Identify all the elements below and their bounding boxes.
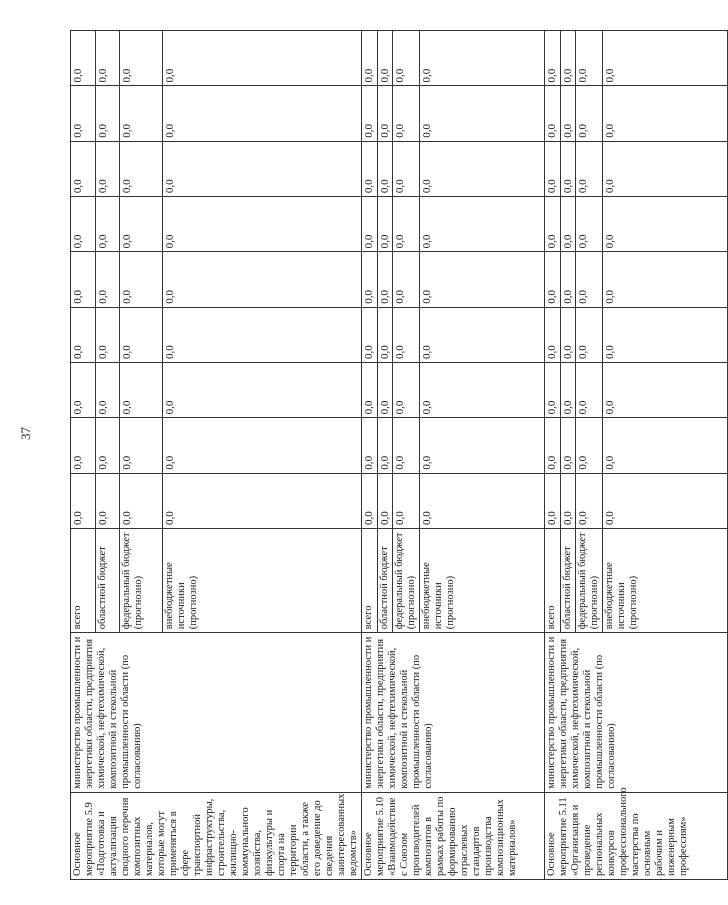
amount-cell: 0,0 bbox=[560, 31, 576, 86]
amount-cell: 0,0 bbox=[120, 363, 163, 418]
amount-cell: 0,0 bbox=[362, 86, 378, 141]
amount-cell: 0,0 bbox=[95, 141, 120, 196]
amount-cell: 0,0 bbox=[576, 252, 603, 307]
amount-cell: 0,0 bbox=[420, 141, 545, 196]
funding-source: внебюджетные источники (прогнозно) bbox=[603, 528, 728, 632]
amount-cell: 0,0 bbox=[163, 363, 362, 418]
table-row bbox=[545, 31, 561, 880]
activity-name: Основное мероприятие 5.10 «Взаимодействие с Союзом производителей композитов в рамках работы по формированию отраслевых стандартов производства композиционных материалов» bbox=[362, 792, 545, 879]
amount-cell: 0,0 bbox=[420, 31, 545, 86]
rotated-table-wrapper bbox=[70, 30, 689, 880]
amount-cell: 0,0 bbox=[120, 418, 163, 473]
amount-cell: 0,0 bbox=[163, 141, 362, 196]
amount-cell: 0,0 bbox=[603, 197, 728, 252]
amount-cell: 0,0 bbox=[71, 307, 96, 362]
amount-cell: 0,0 bbox=[377, 473, 393, 528]
funding-source: всего bbox=[71, 528, 96, 632]
amount-cell: 0,0 bbox=[393, 31, 420, 86]
executor: министерство промышленности и энергетики области, предприятия химической, нефтехимической, композитной и стекольной промышленности области (по согласованию) bbox=[362, 633, 545, 793]
amount-cell: 0,0 bbox=[576, 307, 603, 362]
amount-cell: 0,0 bbox=[71, 31, 96, 86]
amount-cell: 0,0 bbox=[377, 197, 393, 252]
amount-cell: 0,0 bbox=[95, 307, 120, 362]
amount-cell: 0,0 bbox=[560, 141, 576, 196]
amount-cell: 0,0 bbox=[120, 252, 163, 307]
funding-source: областной бюджет bbox=[95, 528, 120, 632]
funding-source: всего bbox=[545, 528, 561, 632]
amount-cell: 0,0 bbox=[576, 86, 603, 141]
amount-cell: 0,0 bbox=[95, 418, 120, 473]
amount-cell: 0,0 bbox=[545, 141, 561, 196]
amount-cell: 0,0 bbox=[393, 473, 420, 528]
amount-cell: 0,0 bbox=[560, 363, 576, 418]
amount-cell: 0,0 bbox=[377, 252, 393, 307]
amount-cell: 0,0 bbox=[420, 418, 545, 473]
amount-cell: 0,0 bbox=[362, 141, 378, 196]
amount-cell: 0,0 bbox=[603, 363, 728, 418]
funding-source: внебюджетные источники (прогнозно) bbox=[163, 528, 362, 632]
amount-cell: 0,0 bbox=[576, 363, 603, 418]
amount-cell: 0,0 bbox=[420, 252, 545, 307]
amount-cell: 0,0 bbox=[71, 86, 96, 141]
amount-cell: 0,0 bbox=[95, 86, 120, 141]
amount-cell: 0,0 bbox=[603, 307, 728, 362]
amount-cell: 0,0 bbox=[362, 252, 378, 307]
amount-cell: 0,0 bbox=[362, 197, 378, 252]
amount-cell: 0,0 bbox=[545, 86, 561, 141]
activity-name: Основное мероприятие 5.11 «Организация и проведение региональных конкурсов профессионального мастерства по основным рабочим и инженерным профессиям» bbox=[545, 792, 728, 879]
amount-cell: 0,0 bbox=[420, 86, 545, 141]
amount-cell: 0,0 bbox=[71, 252, 96, 307]
table-body bbox=[71, 31, 728, 880]
funding-source: федеральный бюджет (прогнозно) bbox=[120, 528, 163, 632]
amount-cell: 0,0 bbox=[393, 363, 420, 418]
amount-cell: 0,0 bbox=[545, 31, 561, 86]
amount-cell: 0,0 bbox=[545, 363, 561, 418]
amount-cell: 0,0 bbox=[576, 473, 603, 528]
amount-cell: 0,0 bbox=[71, 363, 96, 418]
amount-cell: 0,0 bbox=[163, 197, 362, 252]
amount-cell: 0,0 bbox=[393, 307, 420, 362]
amount-cell: 0,0 bbox=[603, 141, 728, 196]
amount-cell: 0,0 bbox=[120, 307, 163, 362]
amount-cell: 0,0 bbox=[420, 473, 545, 528]
amount-cell: 0,0 bbox=[71, 418, 96, 473]
amount-cell: 0,0 bbox=[560, 86, 576, 141]
executor: министерство промышленности и энергетики области, предприятия химической, нефтехимической, композитной и стекольной промышленности области (по согласованию) bbox=[71, 633, 362, 793]
activity-name: Основное мероприятие 5.9 «Подготовка и актуализация сводного перечня композитных материалов, которые могут применяться в сфере транспортной инфраструктуры, строительства, жилищно-коммунального хозяйства, физкультуры и спорта на территории области, а также его доведение до сведения заинтересованных ведомств» bbox=[71, 792, 362, 879]
amount-cell: 0,0 bbox=[603, 252, 728, 307]
amount-cell: 0,0 bbox=[95, 252, 120, 307]
amount-cell: 0,0 bbox=[420, 197, 545, 252]
amount-cell: 0,0 bbox=[576, 141, 603, 196]
funding-table bbox=[70, 30, 728, 880]
funding-source: областной бюджет bbox=[560, 528, 576, 632]
amount-cell: 0,0 bbox=[545, 197, 561, 252]
amount-cell: 0,0 bbox=[576, 197, 603, 252]
funding-source: областной бюджет bbox=[377, 528, 393, 632]
funding-source: внебюджетные источники (прогнозно) bbox=[420, 528, 545, 632]
amount-cell: 0,0 bbox=[362, 363, 378, 418]
amount-cell: 0,0 bbox=[120, 141, 163, 196]
amount-cell: 0,0 bbox=[377, 363, 393, 418]
amount-cell: 0,0 bbox=[95, 363, 120, 418]
amount-cell: 0,0 bbox=[393, 197, 420, 252]
amount-cell: 0,0 bbox=[576, 418, 603, 473]
amount-cell: 0,0 bbox=[163, 307, 362, 362]
amount-cell: 0,0 bbox=[545, 473, 561, 528]
amount-cell: 0,0 bbox=[603, 86, 728, 141]
amount-cell: 0,0 bbox=[71, 141, 96, 196]
amount-cell: 0,0 bbox=[95, 31, 120, 86]
amount-cell: 0,0 bbox=[120, 473, 163, 528]
amount-cell: 0,0 bbox=[120, 86, 163, 141]
amount-cell: 0,0 bbox=[560, 307, 576, 362]
amount-cell: 0,0 bbox=[362, 31, 378, 86]
table-row bbox=[71, 31, 96, 880]
amount-cell: 0,0 bbox=[603, 418, 728, 473]
amount-cell: 0,0 bbox=[377, 31, 393, 86]
amount-cell: 0,0 bbox=[163, 86, 362, 141]
amount-cell: 0,0 bbox=[393, 418, 420, 473]
amount-cell: 0,0 bbox=[420, 363, 545, 418]
amount-cell: 0,0 bbox=[362, 418, 378, 473]
amount-cell: 0,0 bbox=[393, 252, 420, 307]
amount-cell: 0,0 bbox=[393, 86, 420, 141]
funding-source: федеральный бюджет (прогнозно) bbox=[576, 528, 603, 632]
amount-cell: 0,0 bbox=[95, 473, 120, 528]
amount-cell: 0,0 bbox=[560, 473, 576, 528]
amount-cell: 0,0 bbox=[420, 307, 545, 362]
amount-cell: 0,0 bbox=[576, 31, 603, 86]
amount-cell: 0,0 bbox=[163, 418, 362, 473]
amount-cell: 0,0 bbox=[560, 252, 576, 307]
amount-cell: 0,0 bbox=[377, 141, 393, 196]
amount-cell: 0,0 bbox=[362, 473, 378, 528]
amount-cell: 0,0 bbox=[545, 252, 561, 307]
amount-cell: 0,0 bbox=[545, 307, 561, 362]
page-number: 37 bbox=[18, 427, 33, 440]
amount-cell: 0,0 bbox=[163, 252, 362, 307]
amount-cell: 0,0 bbox=[163, 473, 362, 528]
amount-cell: 0,0 bbox=[603, 473, 728, 528]
table-row bbox=[362, 31, 378, 880]
executor: министерство промышленности и энергетики области, предприятия химической, нефтехимической, композитной и стекольной промышленности области (по согласованию) bbox=[545, 633, 728, 793]
amount-cell: 0,0 bbox=[163, 31, 362, 86]
amount-cell: 0,0 bbox=[393, 141, 420, 196]
amount-cell: 0,0 bbox=[377, 86, 393, 141]
amount-cell: 0,0 bbox=[603, 31, 728, 86]
amount-cell: 0,0 bbox=[71, 473, 96, 528]
amount-cell: 0,0 bbox=[377, 418, 393, 473]
amount-cell: 0,0 bbox=[71, 197, 96, 252]
amount-cell: 0,0 bbox=[120, 197, 163, 252]
funding-source: всего bbox=[362, 528, 378, 632]
amount-cell: 0,0 bbox=[545, 418, 561, 473]
amount-cell: 0,0 bbox=[95, 197, 120, 252]
amount-cell: 0,0 bbox=[120, 31, 163, 86]
amount-cell: 0,0 bbox=[377, 307, 393, 362]
amount-cell: 0,0 bbox=[560, 418, 576, 473]
funding-source: федеральный бюджет (прогнозно) bbox=[393, 528, 420, 632]
amount-cell: 0,0 bbox=[560, 197, 576, 252]
amount-cell: 0,0 bbox=[362, 307, 378, 362]
